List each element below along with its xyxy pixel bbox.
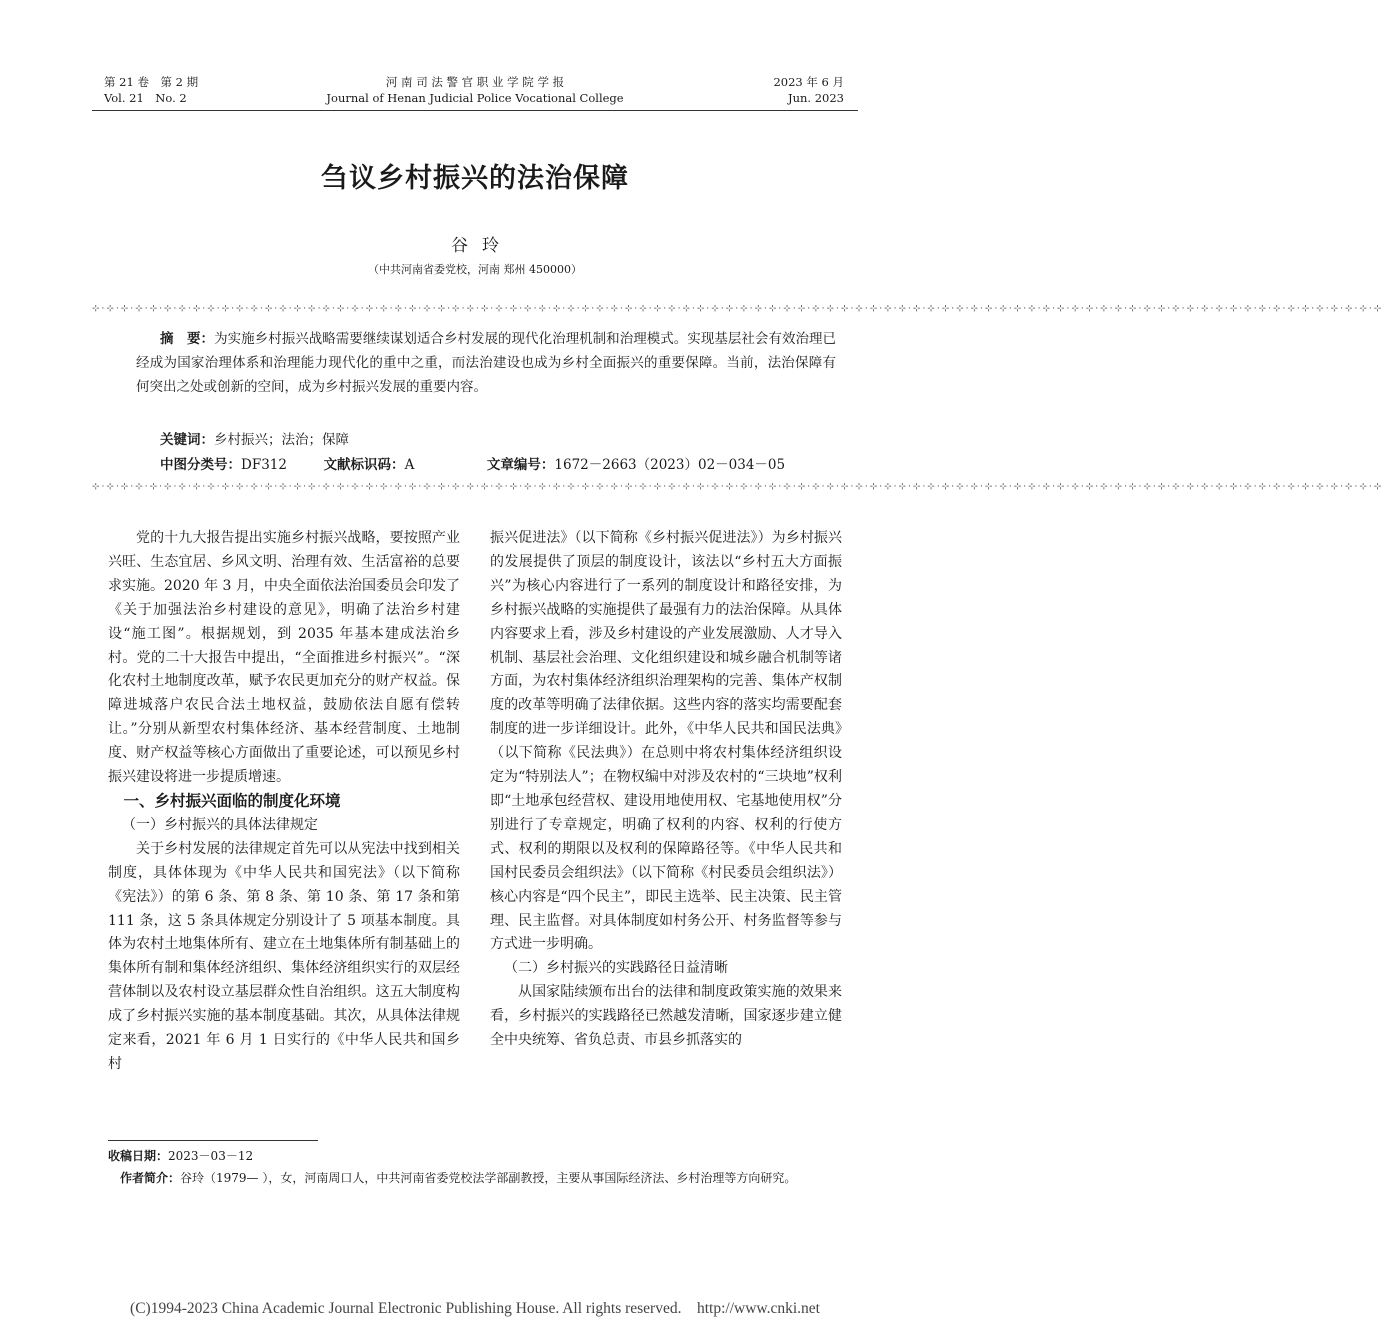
copyright-notice: (C)1994-2023 China Academic Journal Electronic Publishing House. All rights reserved. http://www.cnki.net bbox=[130, 1300, 820, 1317]
paragraph-practice-path: 从国家陆续颁布出台的法律和制度政策实施的效果来看，乡村振兴的实践路径已然越发清晰，国家逐步建立健全中央统筹、省负总责、市县乡抓落实的 bbox=[490, 984, 842, 1049]
doc-code-label: 文献标识码： bbox=[323, 457, 405, 473]
header-rule bbox=[92, 110, 858, 111]
journal-name-en: Journal of Henan Judicial Police Vocational College bbox=[326, 91, 624, 105]
received-label: 收稿日期： bbox=[108, 1149, 169, 1163]
received-value: 2023－03－12 bbox=[168, 1149, 254, 1163]
clc-label: 中图分类号： bbox=[160, 457, 241, 473]
paragraph-legal-provisions-cont: 振兴促进法》（以下简称《乡村振兴促进法》）为乡村振兴的发展提供了顶层的制度设计，该法以“乡村五大方面振兴”为核心内容进行了一系列的制度设计和路径安排，为乡村振兴战略的实施提供了最强有力的法治保障。从具体内容要求上看，涉及乡村建设的产业发展激励、人才导入机制、基层社会治理、文化组织建设和城乡融合机制等诸方面，为农村集体经济组织治理架构的完善、集体产权制度的改革等明确了法律依据。这些内容的落实均需要配套制度的进一步详细设计。此外，《中华人民共和国民法典》（以下简称《民法典》）在总则中将农村集体经济组织设定为“特别法人”；在物权编中对涉及农村的“三块地”权利即“土地承包经营权、建设用地使用权、宅基地使用权”分别进行了专章规定，明确了权利的内容、权利的行使方式、权利的期限以及权利的保障路径等。《中华人民共和国村民委员会组织法》（以下简称《村民委员会组织法》）核心内容是“四个民主”，即民主选举、民主决策、民主管理、民主监督。对具体制度如村务公开、村务监督等参与方式进一步明确。 bbox=[490, 530, 842, 953]
volume-en: Vol. 21 No. 2 bbox=[104, 91, 187, 105]
issue-date bbox=[773, 74, 844, 106]
volume-cn: 第 21 卷 第 2 期 bbox=[104, 75, 199, 89]
article-title: 刍议乡村振兴的法治保障 bbox=[321, 163, 629, 194]
issue-date-en: Jun. 2023 bbox=[787, 91, 844, 105]
doc-code-value: A bbox=[404, 457, 415, 473]
bio-text: 谷玲（1979— ），女，河南周口人，中共河南省委党校法学部副教授，主要从事国际经济法、乡村治理等方向研究。 bbox=[180, 1171, 797, 1185]
issue-date-cn: 2023 年 6 月 bbox=[773, 75, 844, 89]
article-number-value: 1672－2663（2023）02－034－05 bbox=[554, 457, 786, 473]
body-column-right bbox=[490, 527, 842, 1053]
subsection-heading-1: （一）乡村振兴的具体法律规定 bbox=[122, 816, 318, 833]
author-bio bbox=[108, 1167, 850, 1189]
bottom-dotted-rule: ⊹·⊹·⊹·⊹·⊹·⊹·⊹·⊹·⊹·⊹·⊹·⊹·⊹·⊹·⊹·⊹·⊹·⊹·⊹·⊹·⊹·⊹·⊹·⊹·⊹·⊹·⊹·⊹·⊹·⊹·⊹·⊹·⊹·⊹·⊹·⊹·⊹·⊹·⊹·⊹·⊹·⊹·⊹·⊹·⊹·⊹·⊹·⊹·⊹·⊹·⊹·⊹·⊹·⊹·⊹·⊹·⊹·⊹·⊹·⊹·⊹·⊹·⊹·⊹·⊹·⊹·⊹·⊹·⊹·⊹·⊹·⊹·⊹·⊹·⊹·⊹·⊹·⊹·⊹·⊹·⊹·⊹·⊹·⊹·⊹·⊹·⊹·⊹·⊹·⊹ bbox=[92, 482, 1383, 492]
body-column-left bbox=[108, 527, 460, 1077]
footnote-rule bbox=[108, 1140, 318, 1141]
keywords-label: 关键词： bbox=[160, 432, 214, 448]
keywords bbox=[160, 430, 349, 450]
paragraph-legal-provisions: 关于乡村发展的法律规定首先可以从宪法中找到相关制度，具体体现为《中华人民共和国宪法》（以下简称《宪法》）的第 6 条、第 8 条、第 10 条、第 17 条和第 111 条，这 5 条具体规定分别设计了 5 项基本制度。具体为农村土地集体所有、建立在土地集体所有制基础上的集体所有制和集体经济组织、集体经济组织实行的双层经营体制以及农村设立基层群众性自治组织。这五大制度构成了乡村振兴实施的基本制度基础。其次，从具体法律规定来看，2021 年 6 月 1 日实行的《中华人民共和国乡村 bbox=[108, 840, 460, 1072]
classification-line bbox=[160, 455, 800, 475]
top-dotted-rule: ⊹·⊹·⊹·⊹·⊹·⊹·⊹·⊹·⊹·⊹·⊹·⊹·⊹·⊹·⊹·⊹·⊹·⊹·⊹·⊹·⊹·⊹·⊹·⊹·⊹·⊹·⊹·⊹·⊹·⊹·⊹·⊹·⊹·⊹·⊹·⊹·⊹·⊹·⊹·⊹·⊹·⊹·⊹·⊹·⊹·⊹·⊹·⊹·⊹·⊹·⊹·⊹·⊹·⊹·⊹·⊹·⊹·⊹·⊹·⊹·⊹·⊹·⊹·⊹·⊹·⊹·⊹·⊹·⊹·⊹·⊹·⊹·⊹·⊹·⊹·⊹·⊹·⊹·⊹·⊹·⊹·⊹·⊹·⊹·⊹·⊹·⊹·⊹·⊹·⊹ bbox=[92, 304, 1383, 314]
clc-value: DF312 bbox=[241, 457, 287, 473]
section-heading-1: 一、乡村振兴面临的制度化环境 bbox=[123, 791, 341, 810]
keywords-text: 乡村振兴；法治；保障 bbox=[214, 432, 349, 448]
author-affiliation: （中共河南省委党校，河南 郑州 450000） bbox=[368, 263, 582, 276]
abstract bbox=[136, 327, 836, 399]
article-number-label: 文章编号： bbox=[486, 457, 555, 473]
paragraph-intro: 党的十九大报告提出实施乡村振兴战略，要按照产业兴旺、生态宜居、乡风文明、治理有效、生活富裕的总要求实施。2020 年 3 月，中央全面依法治国委员会印发了《关于加强法治乡村建设的意见》，明确了法治乡村建设“施工图”。根据规划，到 2035 年基本建成法治乡村。党的二十大报告中提出，“全面推进乡村振兴”。“深化农村土地制度改革，赋予农民更加充分的财产权益。保障进城落户农民合法土地权益，鼓励依法自愿有偿转让。”分别从新型农村集体经济、基本经营制度、土地制度、财产权益等核心方面做出了重要论述，可以预见乡村振兴建设将进一步提质增速。 bbox=[108, 530, 460, 786]
abstract-text: 为实施乡村振兴战略需要继续谋划适合乡村发展的现代化治理机制和治理模式。实现基层社会有效治理已经成为国家治理体系和治理能力现代化的重中之重，而法治建设也成为乡村全面振兴的重要保障。当前，法治保障有何突出之处或创新的空间，成为乡村振兴发展的重要内容。 bbox=[136, 331, 837, 395]
bio-label: 作者简介： bbox=[120, 1171, 181, 1185]
subsection-heading-2: （二）乡村振兴的实践路径日益清晰 bbox=[504, 960, 728, 977]
received-date bbox=[108, 1145, 850, 1167]
journal-name-cn: 河 南 司 法 警 官 职 业 学 院 学 报 bbox=[385, 75, 565, 89]
author-name: 谷玲 bbox=[451, 236, 513, 256]
abstract-label: 摘 要： bbox=[160, 331, 215, 347]
